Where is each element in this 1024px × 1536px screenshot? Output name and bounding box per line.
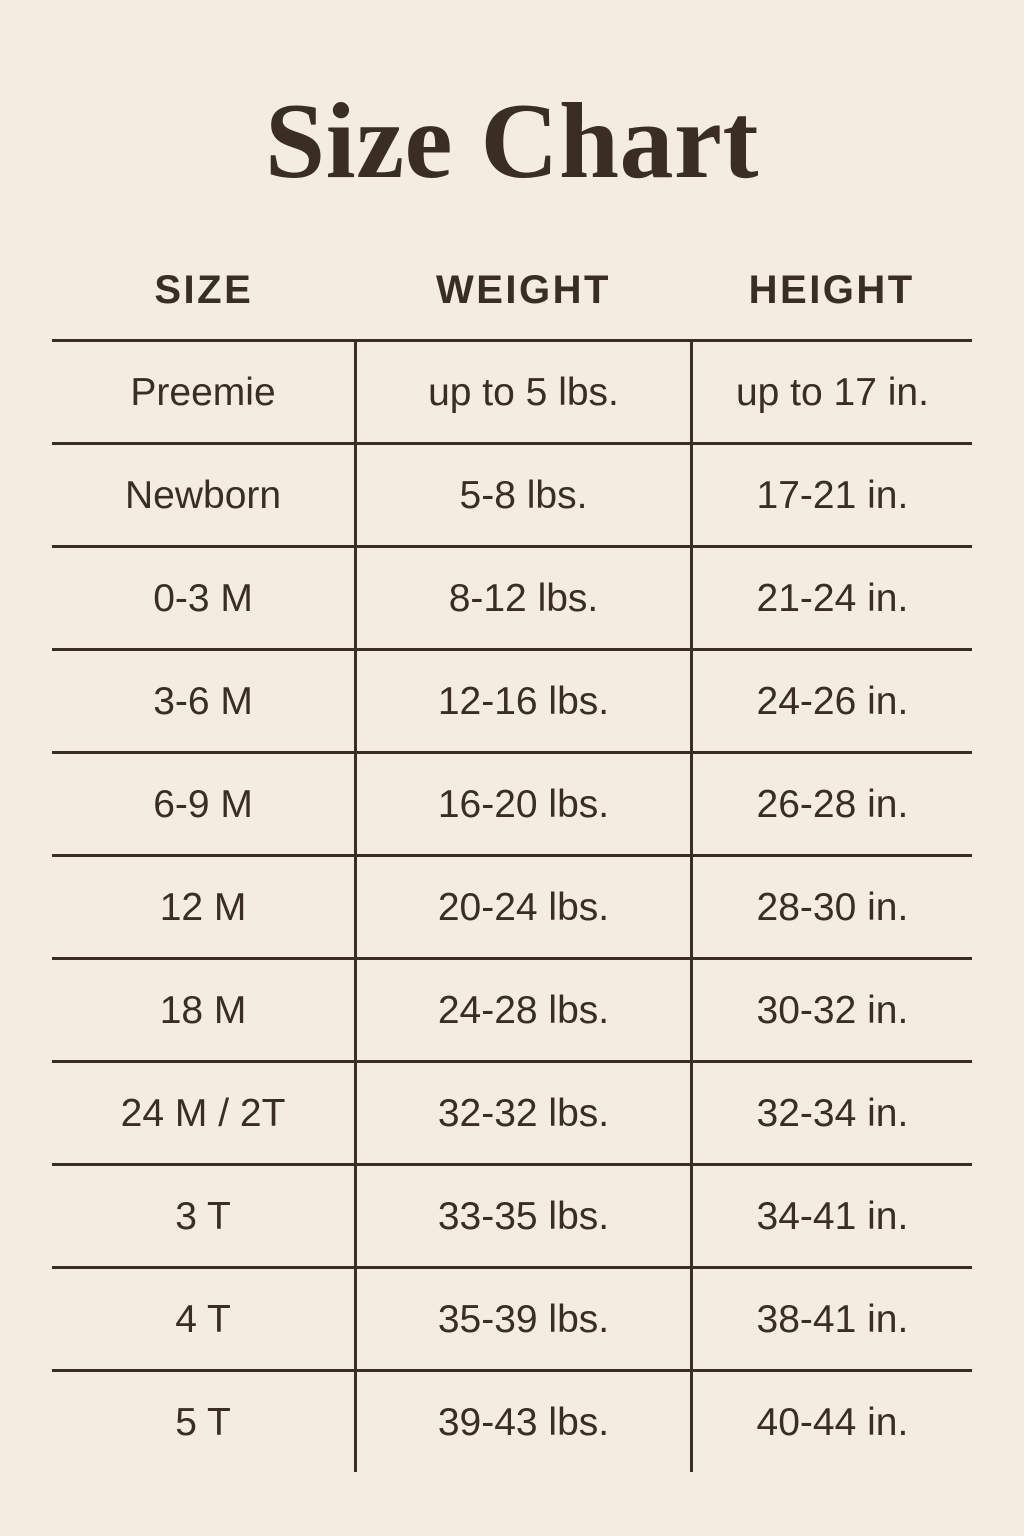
cell-height-text: 21-24 in. — [756, 576, 909, 620]
cell-height-text: 32-34 in. — [756, 1091, 909, 1135]
cell-height-text: 30-32 in. — [756, 988, 909, 1032]
cell-size — [52, 1268, 356, 1371]
table-row — [52, 341, 972, 444]
cell-size — [52, 650, 356, 753]
cell-size-text: 3-6 M — [153, 679, 253, 723]
cell-size-text: 6-9 M — [153, 782, 253, 826]
cell-weight — [356, 341, 692, 444]
table-row — [52, 959, 972, 1062]
cell-size — [52, 959, 356, 1062]
table-body — [52, 341, 972, 1473]
cell-size-text: 12 M — [159, 885, 247, 929]
table-row — [52, 650, 972, 753]
table-row — [52, 1371, 972, 1473]
cell-weight — [356, 547, 692, 650]
cell-height — [691, 1268, 972, 1371]
cell-weight-text: 33-35 lbs. — [437, 1194, 610, 1238]
cell-height — [691, 856, 972, 959]
cell-weight — [356, 959, 692, 1062]
cell-height-text: 40-44 in. — [756, 1400, 909, 1444]
cell-size-text: 24 M / 2T — [120, 1091, 286, 1135]
table-row — [52, 547, 972, 650]
table-header — [52, 268, 972, 341]
cell-weight-text: 20-24 lbs. — [437, 885, 610, 929]
cell-weight — [356, 1062, 692, 1165]
page-title: Size Chart — [265, 82, 759, 201]
cell-size — [52, 1371, 356, 1473]
cell-weight-text: 16-20 lbs. — [437, 782, 610, 826]
cell-size — [52, 547, 356, 650]
cell-height-text: 26-28 in. — [756, 782, 909, 826]
cell-size — [52, 341, 356, 444]
cell-weight-text: 35-39 lbs. — [437, 1297, 610, 1341]
cell-size-text: Preemie — [130, 370, 276, 414]
cell-size — [52, 1165, 356, 1268]
cell-height — [691, 959, 972, 1062]
table-row — [52, 856, 972, 959]
cell-size-text: 4 T — [175, 1297, 231, 1341]
cell-weight — [356, 650, 692, 753]
cell-height-text: 17-21 in. — [756, 473, 909, 517]
cell-weight — [356, 753, 692, 856]
column-header-weight: WEIGHT — [356, 268, 692, 341]
cell-height — [691, 650, 972, 753]
table-row — [52, 444, 972, 547]
size-chart-table — [52, 268, 972, 1472]
cell-size-text: 3 T — [175, 1194, 231, 1238]
table-row — [52, 753, 972, 856]
cell-weight — [356, 1165, 692, 1268]
cell-height — [691, 341, 972, 444]
cell-weight — [356, 1268, 692, 1371]
cell-height-text: 38-41 in. — [756, 1297, 909, 1341]
cell-size — [52, 753, 356, 856]
cell-height — [691, 547, 972, 650]
cell-height — [691, 1062, 972, 1165]
cell-height — [691, 753, 972, 856]
cell-weight-text: 8-12 lbs. — [448, 576, 599, 620]
cell-weight — [356, 1371, 692, 1473]
column-header-height: HEIGHT — [691, 268, 972, 341]
cell-weight-text: 39-43 lbs. — [437, 1400, 610, 1444]
cell-size — [52, 856, 356, 959]
cell-weight-text: up to 5 lbs. — [428, 370, 619, 414]
cell-size-text: 18 M — [159, 988, 247, 1032]
cell-height-text: up to 17 in. — [735, 370, 929, 414]
cell-weight-text: 12-16 lbs. — [437, 679, 610, 723]
column-header-size: SIZE — [52, 268, 356, 341]
cell-size-text: 5 T — [175, 1400, 231, 1444]
table-row — [52, 1062, 972, 1165]
cell-weight — [356, 856, 692, 959]
cell-height — [691, 1165, 972, 1268]
cell-height-text: 24-26 in. — [756, 679, 909, 723]
cell-height — [691, 1371, 972, 1473]
cell-weight-text: 24-28 lbs. — [437, 988, 610, 1032]
cell-size-text: Newborn — [125, 473, 282, 517]
table-row — [52, 1165, 972, 1268]
table-row — [52, 1268, 972, 1371]
cell-height-text: 28-30 in. — [756, 885, 909, 929]
cell-size — [52, 444, 356, 547]
cell-weight-text: 5-8 lbs. — [459, 473, 588, 517]
cell-weight-text: 32-32 lbs. — [437, 1091, 610, 1135]
cell-weight — [356, 444, 692, 547]
cell-height — [691, 444, 972, 547]
cell-height-text: 34-41 in. — [756, 1194, 909, 1238]
cell-size — [52, 1062, 356, 1165]
size-chart-table-wrapper — [52, 196, 972, 1472]
cell-size-text: 0-3 M — [153, 576, 253, 620]
